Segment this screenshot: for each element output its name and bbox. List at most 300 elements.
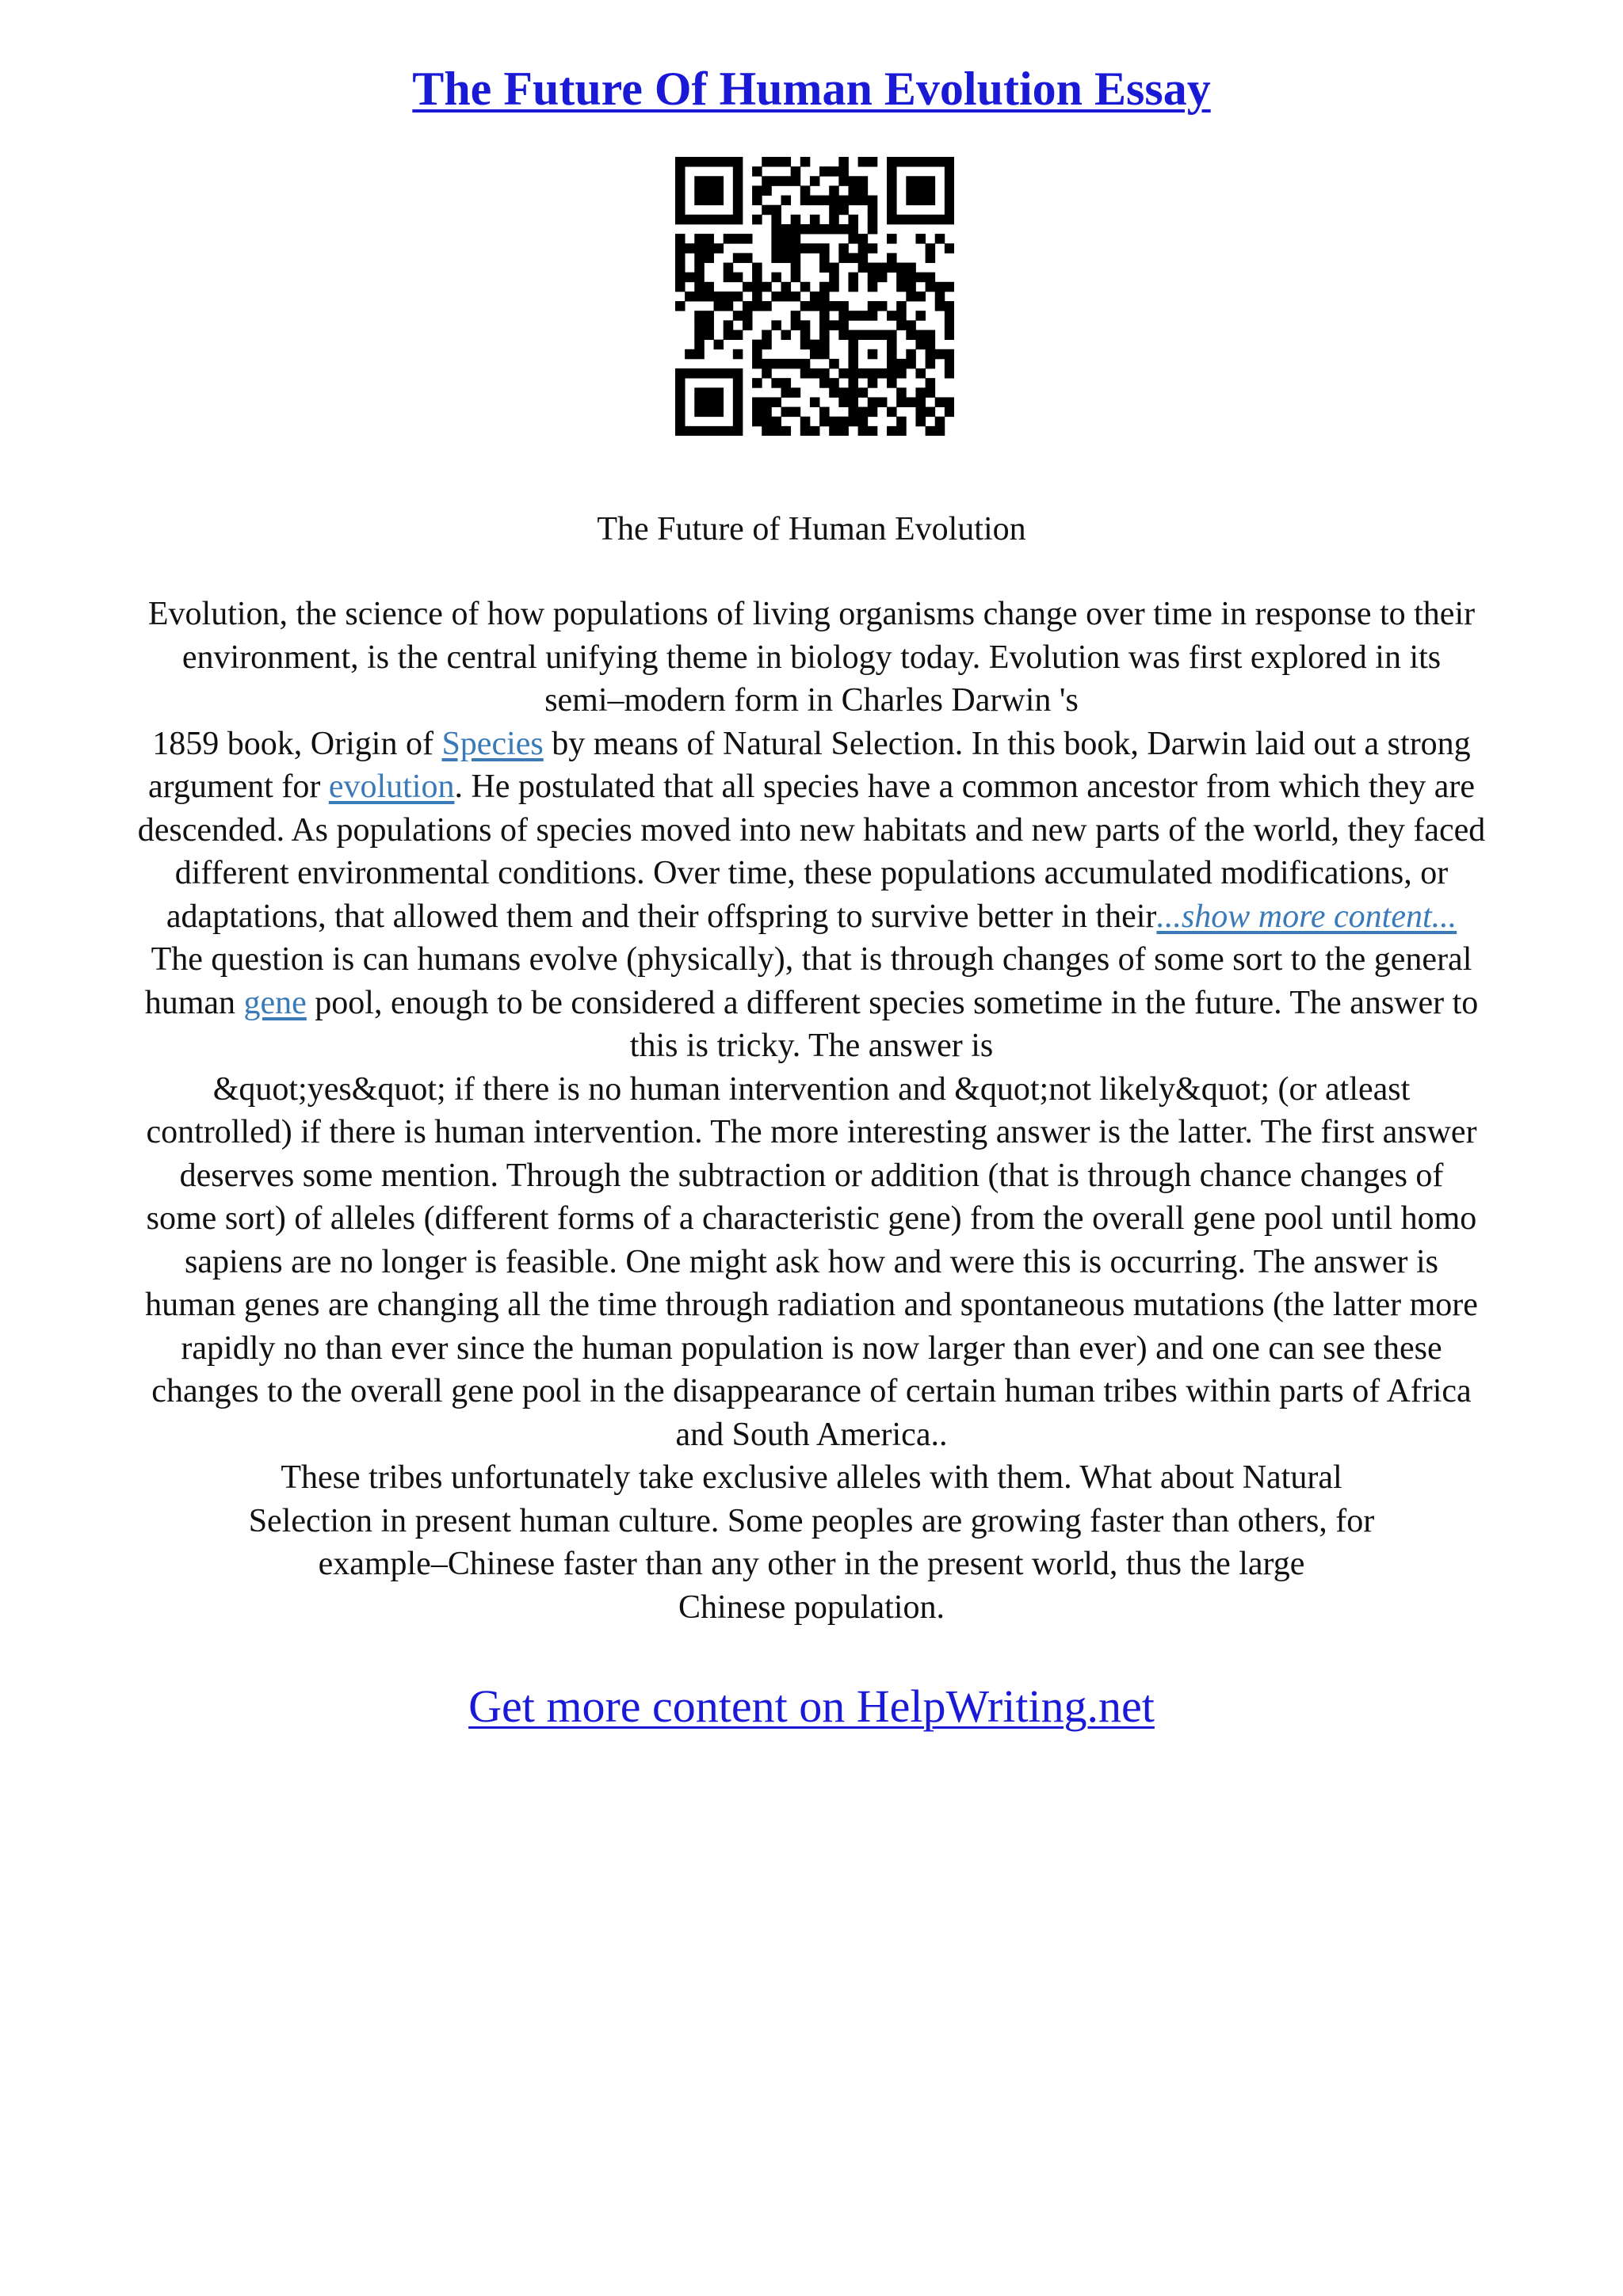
qr-module	[675, 263, 685, 273]
qr-module	[848, 185, 858, 196]
qr-module	[791, 243, 801, 254]
qr-module	[838, 397, 849, 407]
qr-code-graphic	[675, 157, 954, 436]
qr-module	[915, 157, 926, 167]
qr-module	[714, 196, 724, 206]
qr-module	[945, 157, 954, 167]
qr-module	[762, 368, 772, 379]
qr-module	[791, 292, 801, 302]
qr-module	[714, 407, 724, 418]
qr-module	[781, 330, 792, 340]
qr-module	[945, 320, 954, 330]
qr-module	[887, 407, 897, 418]
qr-module	[819, 166, 830, 177]
qr-module	[926, 282, 936, 292]
qr-module	[771, 417, 781, 427]
qr-module	[887, 176, 897, 186]
qr-module	[694, 273, 705, 283]
qr-module	[858, 426, 869, 436]
qr-module	[685, 349, 695, 360]
qr-module	[945, 205, 954, 215]
qr-module	[848, 417, 858, 427]
qr-module	[675, 205, 685, 215]
qr-module	[752, 397, 762, 407]
qr-module	[704, 387, 714, 398]
qr-module	[704, 311, 714, 321]
qr-module	[781, 359, 792, 369]
qr-module	[762, 205, 772, 215]
qr-module	[771, 205, 781, 215]
qr-module	[848, 387, 858, 398]
qr-module	[877, 263, 888, 273]
qr-module	[926, 330, 936, 340]
qr-module	[868, 311, 878, 321]
qr-module	[887, 340, 897, 350]
qr-module	[877, 368, 888, 379]
qr-module	[896, 301, 907, 311]
qr-module	[868, 378, 878, 388]
qr-module	[945, 196, 954, 206]
qr-module	[675, 368, 685, 379]
qr-module	[752, 359, 762, 369]
qr-module	[887, 234, 897, 244]
qr-module	[887, 157, 897, 167]
qr-module	[704, 282, 714, 292]
qr-code	[675, 157, 954, 436]
qr-module	[704, 320, 714, 330]
keyword-link-gene[interactable]: gene	[243, 984, 307, 1021]
qr-module	[714, 426, 724, 436]
qr-module	[926, 340, 936, 350]
qr-module	[791, 273, 801, 283]
body-text-run: descended. As populations of species moved into new habitats and new parts of the world, they faced	[137, 811, 1486, 849]
body-line	[48, 1500, 1575, 1543]
qr-module	[819, 340, 830, 350]
qr-module	[752, 417, 762, 427]
qr-module	[685, 157, 695, 167]
qr-module	[906, 215, 916, 225]
qr-module	[781, 387, 792, 398]
qr-module	[858, 185, 869, 196]
qr-module	[781, 282, 792, 292]
body-line	[48, 852, 1575, 895]
qr-module	[752, 196, 762, 206]
qr-module	[838, 311, 849, 321]
qr-module	[935, 301, 945, 311]
qr-module	[945, 185, 954, 196]
qr-module	[829, 224, 839, 235]
qr-module	[704, 196, 714, 206]
qr-module	[714, 301, 724, 311]
qr-module	[724, 157, 734, 167]
qr-module	[906, 176, 916, 186]
qr-module	[887, 349, 897, 360]
qr-module	[896, 282, 907, 292]
body-text-run: The question is can humans evolve (physically), that is through changes of some sort to the general	[151, 941, 1472, 978]
qr-module	[906, 359, 916, 369]
qr-module	[810, 215, 820, 225]
qr-module	[810, 176, 820, 186]
qr-module	[935, 282, 945, 292]
qr-module	[771, 397, 781, 407]
qr-module	[868, 330, 878, 340]
qr-module	[704, 234, 714, 244]
qr-module	[800, 368, 811, 379]
qr-module	[858, 387, 869, 398]
keyword-link-evolution[interactable]: evolution	[328, 769, 455, 805]
qr-module	[868, 243, 878, 254]
qr-module	[704, 185, 714, 196]
qr-module	[675, 387, 685, 398]
qr-module	[733, 349, 743, 360]
qr-module	[694, 185, 705, 196]
body-line	[48, 593, 1575, 636]
qr-module	[868, 273, 878, 283]
qr-module	[915, 215, 926, 225]
qr-module	[868, 368, 878, 379]
qr-module	[906, 397, 916, 407]
qr-module	[733, 426, 743, 436]
qr-module	[945, 243, 954, 254]
qr-module	[733, 417, 743, 427]
qr-module	[915, 387, 926, 398]
qr-module	[906, 292, 916, 302]
qr-module	[771, 176, 781, 186]
qr-module	[800, 196, 811, 206]
qr-module	[819, 196, 830, 206]
qr-module	[810, 397, 820, 407]
qr-module	[791, 407, 801, 418]
qr-module	[868, 407, 878, 418]
qr-module	[704, 243, 714, 254]
qr-module	[733, 311, 743, 321]
qr-module	[868, 301, 878, 311]
qr-module	[743, 311, 753, 321]
qr-module	[733, 253, 743, 263]
qr-module	[819, 368, 830, 379]
qr-module	[887, 205, 897, 215]
qr-module	[675, 301, 685, 311]
qr-module	[685, 243, 695, 254]
qr-module	[945, 301, 954, 311]
qr-module	[724, 320, 734, 330]
qr-module	[752, 378, 762, 388]
qr-module	[704, 292, 714, 302]
qr-module	[694, 368, 705, 379]
qr-module	[714, 157, 724, 167]
body-text-run: by means of Natural Selection. In this book, Darwin laid out a strong	[543, 725, 1471, 762]
qr-module	[945, 166, 954, 177]
qr-module	[838, 166, 849, 177]
qr-module	[810, 368, 820, 379]
qr-module	[743, 234, 753, 244]
qr-module	[704, 215, 714, 225]
qr-module	[887, 263, 897, 273]
qr-module	[915, 397, 926, 407]
title-link[interactable]: The Future Of Human Evolution Essay	[412, 63, 1211, 115]
qr-module	[694, 243, 705, 254]
qr-module	[926, 196, 936, 206]
qr-module	[694, 320, 705, 330]
body-text-run: . He postulated that all species have a common ancestor from which they are	[454, 769, 1476, 805]
qr-module	[781, 176, 792, 186]
qr-module	[877, 397, 888, 407]
qr-module	[781, 157, 792, 167]
qr-module	[819, 282, 830, 292]
qr-module	[868, 282, 878, 292]
qr-module	[906, 196, 916, 206]
qr-module	[752, 273, 762, 283]
qr-module	[694, 426, 705, 436]
body-line	[48, 1241, 1575, 1284]
qr-module	[714, 185, 724, 196]
body-line	[48, 895, 1575, 939]
qr-module	[704, 253, 714, 263]
qr-module	[800, 340, 811, 350]
qr-module	[915, 311, 926, 321]
qr-module	[694, 282, 705, 292]
show-more-content-link[interactable]: ...show more content...	[1156, 898, 1457, 935]
body-line	[48, 1586, 1575, 1630]
qr-module	[945, 176, 954, 186]
body-line	[48, 1370, 1575, 1413]
qr-module	[800, 320, 811, 330]
qr-module	[896, 368, 907, 379]
body-text-run: Chinese population.	[678, 1589, 945, 1626]
qr-module	[877, 273, 888, 283]
qr-module	[791, 176, 801, 186]
qr-module	[915, 292, 926, 302]
qr-module	[743, 301, 753, 311]
qr-module	[829, 215, 839, 225]
qr-module	[858, 330, 869, 340]
qr-module	[848, 368, 858, 379]
qr-module	[791, 253, 801, 263]
qr-module	[810, 301, 820, 311]
qr-module	[675, 378, 685, 388]
qr-module	[810, 340, 820, 350]
qr-module	[810, 196, 820, 206]
qr-module	[926, 243, 936, 254]
qr-module	[868, 224, 878, 235]
qr-module	[915, 185, 926, 196]
body-text-run: changes to the overall gene pool in the disappearance of certain human tribes within parts of Africa	[151, 1373, 1472, 1409]
page-title	[0, 57, 1623, 120]
qr-module	[771, 359, 781, 369]
qr-module	[819, 224, 830, 235]
qr-module	[935, 157, 945, 167]
qr-module	[926, 359, 936, 369]
qr-module	[915, 176, 926, 186]
qr-module	[704, 330, 714, 340]
qr-module	[771, 157, 781, 167]
qr-module	[675, 426, 685, 436]
qr-module	[829, 387, 839, 398]
qr-module	[752, 282, 762, 292]
qr-module	[915, 417, 926, 427]
essay-heading: The Future of Human Evolution	[597, 511, 1026, 547]
body-line	[48, 1197, 1575, 1241]
qr-module	[858, 417, 869, 427]
qr-module	[819, 301, 830, 311]
qr-module	[791, 166, 801, 177]
qr-module	[926, 349, 936, 360]
qr-module	[848, 340, 858, 350]
qr-module	[685, 292, 695, 302]
qr-module	[858, 196, 869, 206]
qr-module	[694, 215, 705, 225]
qr-module	[915, 273, 926, 283]
qr-module	[935, 426, 945, 436]
qr-module	[733, 196, 743, 206]
qr-module	[819, 320, 830, 330]
qr-module	[781, 234, 792, 244]
qr-module	[694, 387, 705, 398]
body-line	[48, 1111, 1575, 1154]
qr-module	[714, 340, 724, 350]
qr-module	[838, 224, 849, 235]
qr-module	[733, 387, 743, 398]
body-text-run: Evolution, the science of how populations of living organisms change over time in response to their	[147, 596, 1476, 632]
qr-module	[704, 176, 714, 186]
get-more-content-link[interactable]: Get more content on HelpWriting.net	[468, 1680, 1155, 1732]
qr-module	[915, 330, 926, 340]
qr-module	[829, 196, 839, 206]
qr-module	[675, 417, 685, 427]
body-text-run: some sort) of alleles (different forms of a characteristic gene) from the overall gene pool until homo	[146, 1200, 1477, 1237]
qr-module	[800, 224, 811, 235]
qr-module	[829, 320, 839, 330]
qr-module	[762, 176, 772, 186]
qr-module	[838, 417, 849, 427]
qr-module	[838, 196, 849, 206]
body-line	[48, 1068, 1575, 1112]
qr-module	[838, 205, 849, 215]
qr-module	[733, 330, 743, 340]
qr-module	[694, 340, 705, 350]
qr-module	[848, 282, 858, 292]
body-line	[48, 1413, 1575, 1457]
qr-module	[724, 215, 734, 225]
qr-module	[887, 311, 897, 321]
qr-module	[887, 359, 897, 369]
qr-module	[838, 368, 849, 379]
body-text-run: &quot;yes&quot; if there is no human intervention and &quot;not likely&quot; (or atleast	[212, 1070, 1411, 1108]
qr-module	[887, 378, 897, 388]
qr-module	[771, 243, 781, 254]
qr-module	[762, 301, 772, 311]
qr-module	[733, 273, 743, 283]
body-text-run: pool, enough to be considered a different species sometime in the future. The answer to	[306, 984, 1479, 1021]
qr-module	[694, 292, 705, 302]
qr-module	[926, 176, 936, 186]
qr-module	[877, 301, 888, 311]
qr-module	[685, 273, 695, 283]
qr-module	[926, 253, 936, 263]
qr-module	[819, 253, 830, 263]
qr-module	[694, 349, 705, 360]
qr-module	[829, 417, 839, 427]
qr-module	[858, 234, 869, 244]
qr-module	[743, 253, 753, 263]
qr-module	[858, 253, 869, 263]
qr-module	[858, 176, 869, 186]
body-line	[48, 1456, 1575, 1500]
body-text-run: environment, is the central unifying theme in biology today. Evolution was first explored in its	[181, 639, 1442, 676]
qr-module	[714, 176, 724, 186]
keyword-link-species[interactable]: Species	[441, 725, 544, 762]
qr-module	[724, 263, 734, 273]
qr-module	[945, 330, 954, 340]
body-line	[48, 1024, 1575, 1068]
qr-module	[800, 243, 811, 254]
qr-module	[829, 301, 839, 311]
qr-module	[819, 330, 830, 340]
qr-module	[848, 273, 858, 283]
qr-module	[771, 215, 781, 225]
qr-module	[926, 273, 936, 283]
qr-module	[810, 349, 820, 360]
qr-module	[762, 157, 772, 167]
qr-module	[819, 243, 830, 254]
body-text-run: Selection in present human culture. Some peoples are growing faster than others, for	[248, 1502, 1375, 1539]
qr-module	[877, 330, 888, 340]
qr-module	[771, 234, 781, 244]
qr-module	[829, 378, 839, 388]
qr-module	[771, 273, 781, 283]
qr-module	[887, 215, 897, 225]
qr-module	[935, 397, 945, 407]
qr-module	[733, 157, 743, 167]
qr-module	[724, 292, 734, 302]
qr-module	[838, 243, 849, 254]
qr-module	[704, 157, 714, 167]
body-text-run: example–Chinese faster than any other in the present world, thus the large	[318, 1546, 1305, 1582]
qr-module	[771, 224, 781, 235]
qr-module	[906, 263, 916, 273]
qr-module	[858, 311, 869, 321]
qr-module	[926, 157, 936, 167]
qr-module	[724, 234, 734, 244]
qr-module	[829, 166, 839, 177]
qr-module	[887, 185, 897, 196]
qr-module	[743, 282, 753, 292]
qr-module	[675, 157, 685, 167]
body-text-run: deserves some mention. Through the subtraction or addition (that is through chance changes of	[179, 1157, 1444, 1194]
qr-module	[858, 368, 869, 379]
qr-module	[896, 215, 907, 225]
qr-module	[694, 196, 705, 206]
qr-module	[945, 397, 954, 407]
qr-module	[848, 224, 858, 235]
qr-module	[771, 320, 781, 330]
qr-module	[896, 426, 907, 436]
qr-module	[896, 320, 907, 330]
qr-module	[724, 330, 734, 340]
qr-module	[848, 349, 858, 360]
qr-module	[771, 426, 781, 436]
qr-module	[752, 185, 762, 196]
qr-module	[733, 397, 743, 407]
qr-module	[685, 368, 695, 379]
qr-module	[694, 157, 705, 167]
qr-module	[714, 387, 724, 398]
qr-module	[675, 253, 685, 263]
qr-module	[829, 263, 839, 273]
qr-module	[935, 234, 945, 244]
qr-module	[819, 349, 830, 360]
qr-module	[733, 166, 743, 177]
